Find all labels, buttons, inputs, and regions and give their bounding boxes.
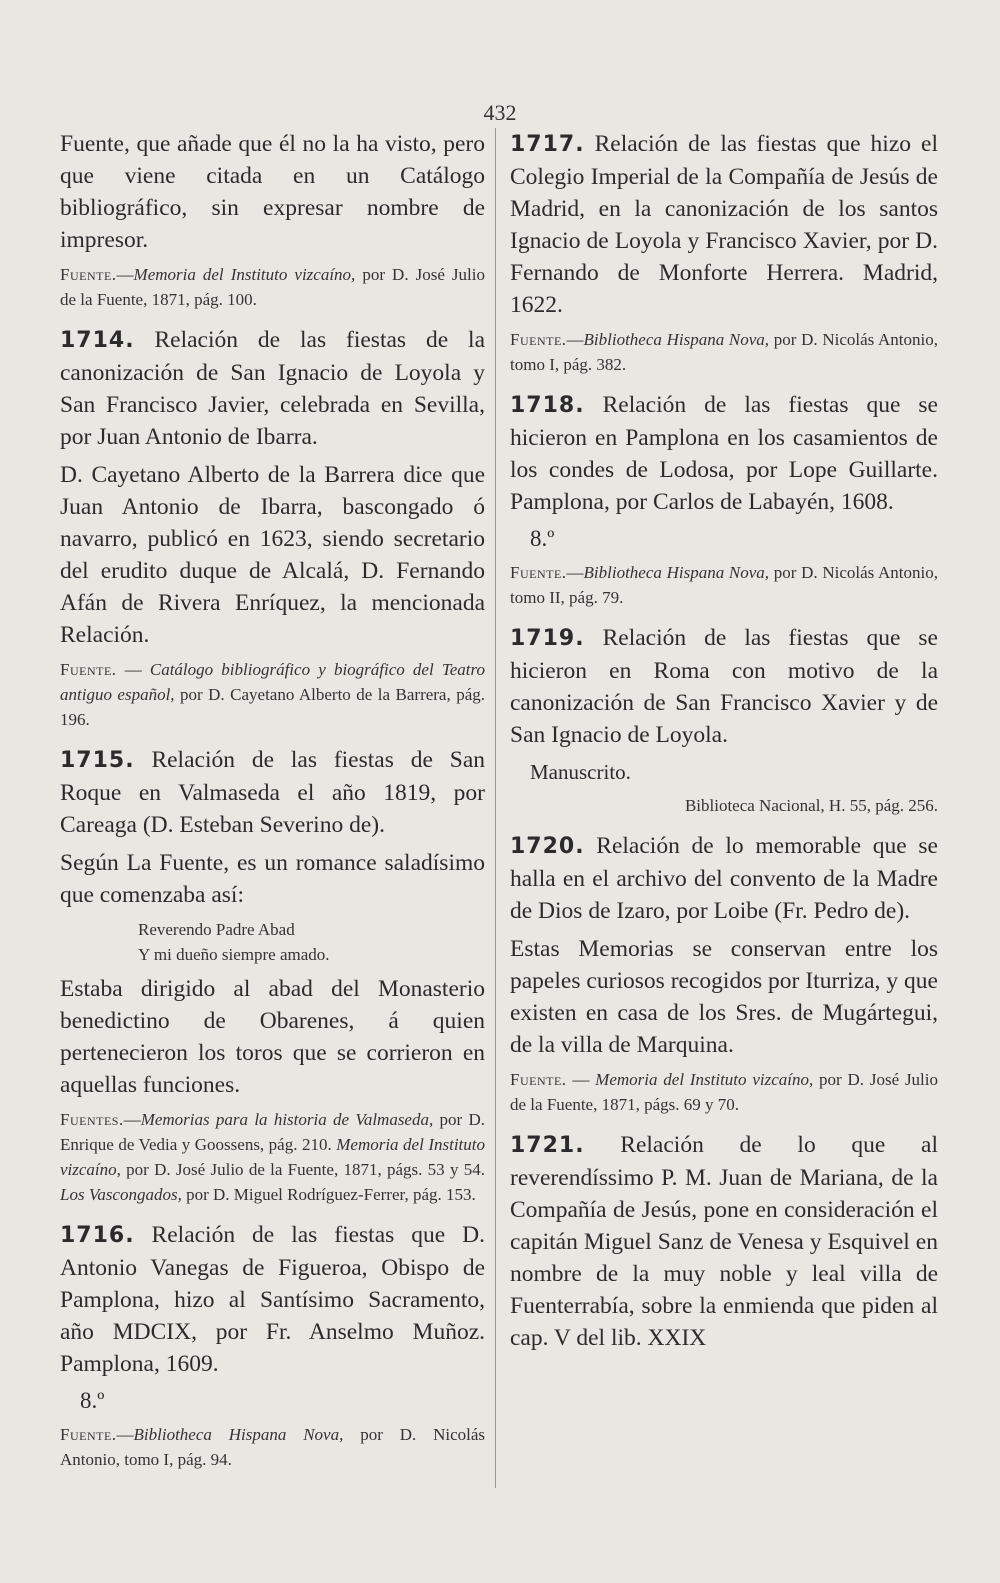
format-note: 8.º xyxy=(530,526,555,551)
left-column xyxy=(60,128,485,1472)
entry-1714: 1714. Relación de las fiestas de la canonización de San Ignacio de Loyola y San Francisco Javier, celebrada en Sevilla, por Juan Antonio de Ibarra. xyxy=(60,327,485,450)
location-note: Biblioteca Nacional, H. 55, pág. 256. xyxy=(684,796,938,815)
source-note: Fuente.—Memoria del Instituto vizcaíno, por D. José Julio de la Fuente, 1871, pág. 100. xyxy=(60,265,485,309)
entry-1720-text: Estas Memorias se conservan entre los papeles curiosos recogidos por Iturriza, y que existen en casa de los Sres. de Mugártegui, de la villa de Marquina. xyxy=(510,936,938,1058)
entry-1719: 1719. Relación de las fiestas que se hicieron en Roma con motivo de la canonización de San Francisco Xavier y de San Ignacio de Loyola. xyxy=(510,625,938,748)
entry-1716: 1716. Relación de las fiestas que D. Antonio Vanegas de Figueroa, Obispo de Pamplona, hizo al Santísimo Sacramento, año MDCIX, por Fr. Anselmo Muñoz. Pamplona, 1609. xyxy=(60,1222,485,1377)
source-note: Fuente. — Catálogo bibliográfico y biográfico del Teatro antiguo español, por D. Cayetano Alberto de la Barrera, pág. 196. xyxy=(60,660,486,729)
entry-1721: 1721. Relación de lo que al reverendíssimo P. M. Juan de Mariana, de la Compañía de Jesús, pone en consideración el capitán Miguel Sanz de Venesa y Esquivel en nombre de la muy noble y leal villa de Fuenterrabía, sobre la enmienda que piden al cap. V del lib. XXIX xyxy=(510,1132,938,1351)
source-note: Fuente.—Bibliotheca Hispana Nova, por D. Nicolás Antonio, tomo I, pág. 94. xyxy=(60,1425,485,1469)
source-note: Fuente. — Memoria del Instituto vizcaíno, por D. José Julio de la Fuente, 1871, págs. 69 y 70. xyxy=(510,1070,939,1114)
entry-1720: 1720. Relación de lo memorable que se halla en el archivo del convento de la Madre de Dios de Izaro, por Loibe (Fr. Pedro de). xyxy=(510,833,938,924)
entry-1715-text: Según La Fuente, es un romance saladísimo que comenzaba así: xyxy=(60,850,485,908)
right-column xyxy=(510,128,938,1354)
entry-1715-text2: Estaba dirigido al abad del Monasterio benedictino de Obarenes, á quien pertenecieron los toros que se corrieron en aquellas funciones. xyxy=(60,976,485,1098)
verse-line: Y mi dueño siempre amado. xyxy=(138,945,330,964)
manuscript-note: Manuscrito. xyxy=(530,760,631,784)
continued-paragraph: Fuente, que añade que él no la ha visto, pero que viene citada en un Catálogo bibliográfico, sin expresar nombre de impresor. xyxy=(60,131,485,253)
verse-line: Reverendo Padre Abad xyxy=(138,920,295,939)
source-note: Fuente.—Bibliotheca Hispana Nova, por D. Nicolás Antonio, tomo II, pág. 79. xyxy=(510,563,938,607)
format-note: 8.º xyxy=(80,1388,105,1413)
entry-1717: 1717. Relación de las fiestas que hizo el Colegio Imperial de la Compañía de Jesús de Madrid, en la canonización de los santos Ignacio de Loyola y Francisco Xavier, por D. Fernando de Monforte Herrera. Madrid, 1622. xyxy=(510,131,938,318)
entry-1714-text: D. Cayetano Alberto de la Barrera dice que Juan Antonio de Ibarra, bascongado ó navarro, publicó en 1623, siendo secretario del erudito duque de Alcalá, D. Fernando Afán de Rivera Enríquez, la mencionada Relación. xyxy=(60,462,485,648)
source-note: Fuente.—Bibliotheca Hispana Nova, por D. Nicolás Antonio, tomo I, pág. 382. xyxy=(510,330,938,374)
entry-1718: 1718. Relación de las fiestas que se hicieron en Pamplona en los casamientos de los condes de Lodosa, por Lope Guillarte. Pamplona, por Carlos de Labayén, 1608. xyxy=(510,392,938,515)
page-number: 432 xyxy=(483,100,517,125)
entry-1715: 1715. Relación de las fiestas de San Roque en Valmaseda el año 1819, por Careaga (D. Esteban Severino de). xyxy=(60,747,485,838)
column-divider xyxy=(495,128,496,1488)
source-note: Fuentes.—Memorias para la historia de Valmaseda, por D. Enrique de Vedia y Goossens, pág. 210. Memoria del Instituto vizcaíno, por D. José Julio de la Fuente, 1871, págs. 53 y 54. Los Vascongados, por D. Miguel Rodríguez-Ferrer, pág. 153. xyxy=(60,1110,485,1204)
